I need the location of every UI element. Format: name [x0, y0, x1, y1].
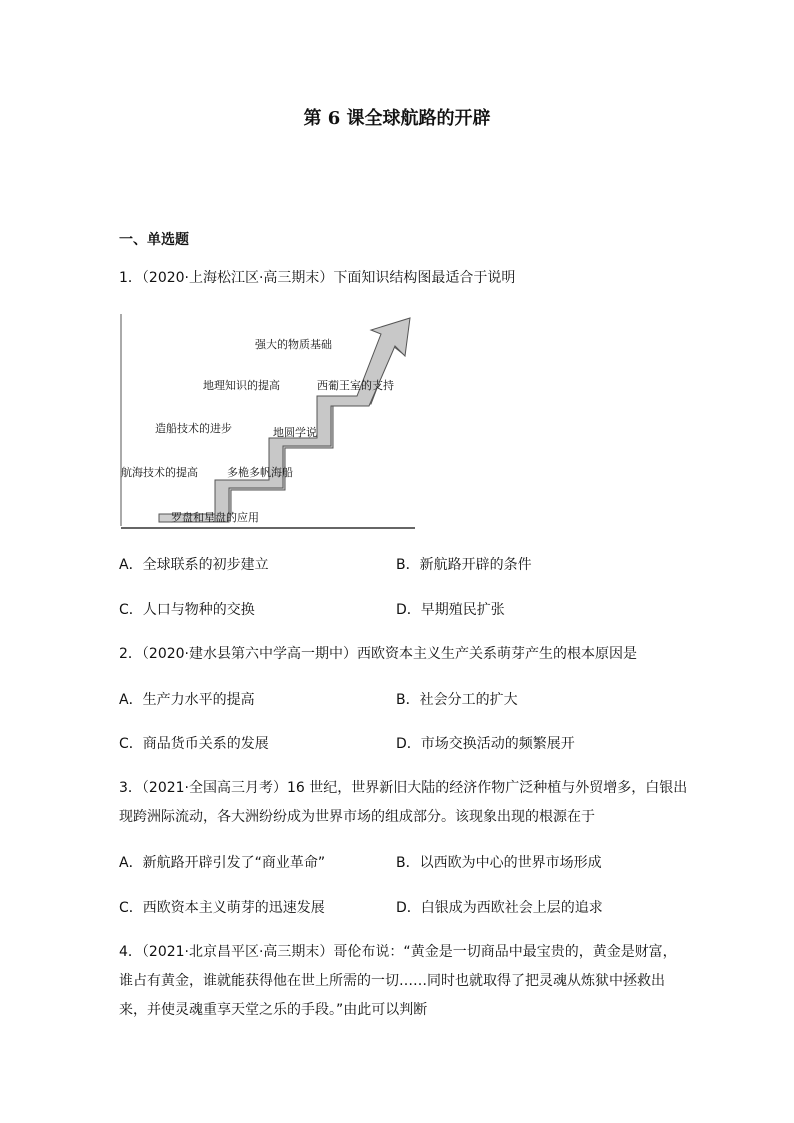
question-1-option-c: C．人口与物种的交换 [119, 602, 255, 618]
question-1-option-b: B．新航路开辟的条件 [396, 557, 532, 573]
question-2-option-a: A．生产力水平的提高 [119, 692, 255, 708]
question-1-option-a: A．全球联系的初步建立 [119, 557, 269, 573]
question-4-stem: 4．（2021·北京昌平区·高三期末）哥伦布说：“黄金是一切商品中最宝贵的，黄金是财富，谁占有黄金，谁就能获得他在世上所需的一切……同时也就取得了把灵魂从炼狱中拯救出来，并使灵魂重享天堂之乐的手段。”由此可以判断 [119, 944, 677, 1018]
label-material-foundation: 强大的物质基础 [255, 338, 332, 351]
label-royal-support: 西葡王室的支持 [317, 379, 394, 392]
question-2-option-b: B．社会分工的扩大 [396, 692, 518, 708]
question-2-option-c: C．商品货币关系的发展 [119, 736, 269, 752]
question-2-option-d: D．市场交换活动的频繁展开 [396, 736, 575, 752]
label-shipbuilding-tech: 造船技术的进步 [155, 422, 232, 435]
label-navigation-tech: 航海技术的提高 [121, 466, 198, 479]
question-2-stem: 2．（2020·建水县第六中学高一期中）西欧资本主义生产关系萌芽产生的根本原因是 [119, 646, 637, 662]
question-1-stem: 1．（2020·上海松江区·高三期末）下面知识结构图最适合于说明 [119, 270, 516, 286]
question-3-option-a: A．新航路开辟引发了“商业革命” [119, 855, 326, 871]
page-title: 第 6 课全球航路的开辟 [303, 108, 491, 129]
question-1-option-d: D．早期殖民扩张 [396, 602, 505, 618]
knowledge-structure-diagram [119, 314, 419, 532]
question-3-option-d: D．白银成为西欧社会上层的追求 [396, 900, 603, 916]
label-compass-astrolabe: 罗盘和星盘的应用 [171, 511, 259, 524]
label-geography-knowledge: 地理知识的提高 [203, 379, 280, 392]
label-multi-mast-ships: 多桅多帆海船 [227, 466, 293, 479]
question-3-stem: 3．（2021·全国高三月考）16 世纪，世界新旧大陆的经济作物广泛种植与外贸增多，白银出现跨洲际流动，各大洲纷纷成为世界市场的组成部分。该现象出现的根源在于 [119, 780, 688, 825]
staircase-figure [119, 314, 419, 532]
section-heading: 一、单选题 [119, 232, 189, 248]
question-3-option-b: B．以西欧为中心的世界市场形成 [396, 855, 602, 871]
label-round-earth-theory: 地圆学说 [273, 426, 317, 439]
question-3-option-c: C．西欧资本主义萌芽的迅速发展 [119, 900, 325, 916]
